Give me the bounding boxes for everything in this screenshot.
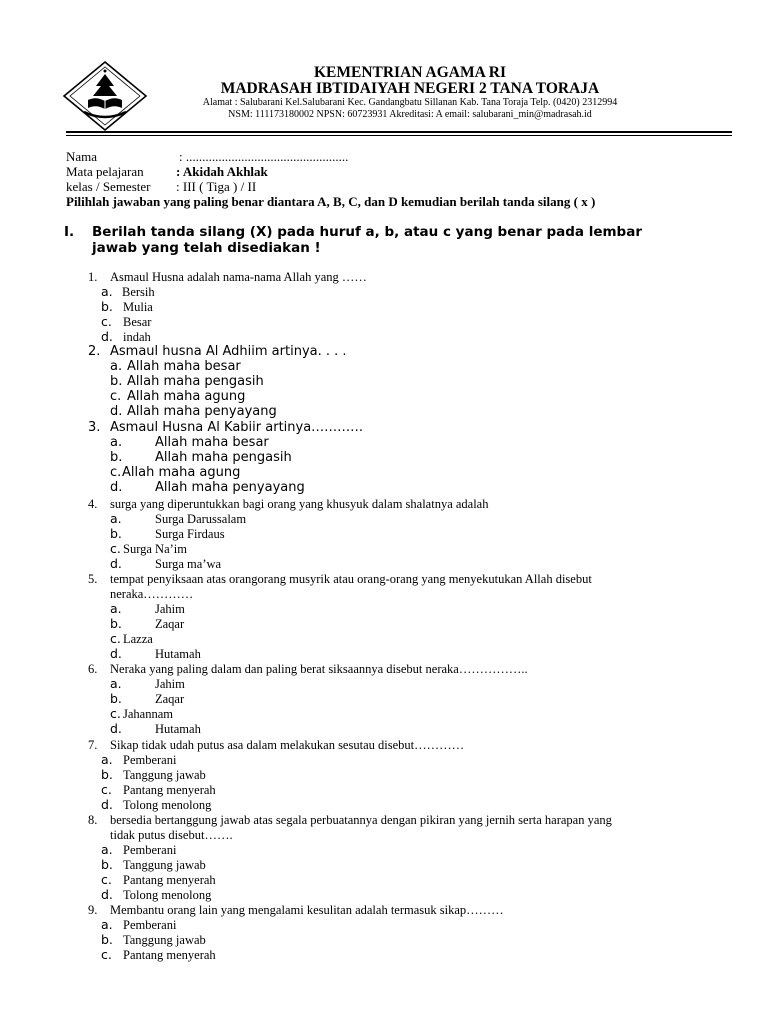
option-text: Jahannam (123, 707, 173, 721)
school-name: MADRASAH IBTIDAIYAH NEGERI 2 TANA TORAJA (220, 80, 600, 97)
option-text: Allah maha agung (127, 389, 246, 404)
option-label: a. (101, 752, 113, 767)
question-text-continued: neraka………… (110, 587, 194, 601)
option-text: Allah maha penyayang (127, 404, 277, 419)
ministry-title: KEMENTRIAN AGAMA RI (313, 64, 507, 81)
option-text: Zaqar (155, 617, 185, 631)
option-text: Surga ma’wa (155, 557, 222, 571)
school-address: Alamat : Salubarani Kel.Salubarani Kec. Gandangbatu Sillanan Kab. Tana Toraja Telp. (0420) 2312994 (202, 97, 618, 108)
option-label: c. (110, 541, 121, 556)
school-ids: NSM: 111173180002 NPSN: 60723931 Akreditasi: A email: salubarani_min@madrasah.id (228, 109, 592, 120)
mapel-value: : Akidah Akhlak (176, 164, 268, 179)
question-text: Sikap tidak udah putus asa dalam melakukan sesutau disebut………… (110, 738, 465, 752)
option-label: d. (110, 721, 122, 736)
option-text: Hutamah (155, 722, 201, 736)
option-text: Allah maha penyayang (155, 480, 305, 495)
option-label: c. (101, 872, 112, 887)
nama-field[interactable]: : .................................................. (179, 149, 349, 164)
option-text: Tolong menolong (123, 798, 212, 812)
option-text: Tolong menolong (123, 888, 212, 902)
option-label: c. (101, 947, 112, 962)
option-text: indah (123, 330, 151, 344)
option-text: Hutamah (155, 647, 201, 661)
section-numeral: I. (64, 224, 75, 240)
option-text: Allah maha pengasih (127, 374, 264, 389)
option-text: Allah maha besar (127, 359, 241, 374)
option-label: c. (110, 389, 122, 404)
option-text: Tanggung jawab (123, 768, 206, 782)
nama-label: Nama (66, 149, 98, 164)
option-label: c. (101, 782, 112, 797)
question-number: 2. (88, 344, 101, 359)
question-text: Asmaul Husna Al Kabiir artinya………… (110, 420, 364, 435)
option-text: Tanggung jawab (123, 858, 206, 872)
option-text: Allah maha pengasih (155, 450, 292, 465)
header-rule-thick (66, 131, 732, 133)
option-text: Surga Firdaus (155, 527, 225, 541)
option-label: b. (101, 932, 113, 947)
option-text: Jahim (155, 677, 185, 691)
header-rule-thin (66, 135, 732, 136)
option-text: Allah maha besar (155, 435, 269, 450)
section-heading-line1: Berilah tanda silang (X) pada huruf a, b, atau c yang benar pada lembar (92, 224, 642, 240)
option-label: d. (110, 404, 123, 419)
question-text: Membantu orang lain yang mengalami kesulitan adalah termasuk sikap……… (110, 903, 504, 917)
option-text: Besar (123, 315, 152, 329)
question-number: 8. (88, 813, 98, 827)
option-text: Zaqar (155, 692, 185, 706)
option-label: a. (110, 676, 122, 691)
option-label: d. (110, 646, 122, 661)
option-label: b. (101, 299, 113, 314)
question-text: tempat penyiksaan atas orangorang musyrik atau orang-orang yang menyekutukan Allah disebut (110, 572, 592, 586)
question-text: bersedia bertanggung jawab atas segala perbuatannya dengan pikiran yang jernih serta harapan yang (110, 813, 612, 827)
option-text: Pantang menyerah (123, 948, 216, 962)
option-label: b. (110, 450, 123, 465)
option-text: Mulia (123, 300, 153, 314)
option-label: b. (110, 691, 122, 706)
question-number: 4. (88, 497, 98, 511)
option-label: b. (110, 374, 123, 389)
option-label: a. (110, 359, 123, 374)
option-text: Pemberani (123, 753, 177, 767)
option-text: Jahim (155, 602, 185, 616)
question-number: 1. (88, 270, 98, 284)
kelas-value: : III ( Tiga ) / II (176, 179, 257, 194)
question-number: 5. (88, 572, 98, 586)
option-label: c. (110, 706, 121, 721)
question-number: 6. (88, 662, 98, 676)
option-label: b. (110, 616, 122, 631)
option-label: b. (110, 526, 122, 541)
question-text: Asmaul husna Al Adhiim artinya. . . . (110, 344, 347, 359)
option-text: Bersih (122, 285, 155, 299)
instruction: Pilihlah jawaban yang paling benar diantara A, B, C, dan D kemudian berilah tanda silang ( x ) (66, 194, 596, 209)
option-label: b. (101, 767, 113, 782)
option-label: a. (101, 842, 113, 857)
option-text: Pantang menyerah (123, 873, 216, 887)
kelas-label: kelas / Semester (66, 179, 151, 194)
madrasah-logo (62, 60, 148, 132)
question-text: surga yang diperuntukkan bagi orang yang khusyuk dalam shalatnya adalah (110, 497, 489, 511)
option-label: b. (101, 857, 113, 872)
mapel-label: Mata pelajaran (66, 164, 144, 179)
option-label: d. (110, 556, 122, 571)
option-text: Pemberani (123, 843, 177, 857)
option-label: d. (101, 887, 113, 902)
option-text: Pemberani (123, 918, 177, 932)
question-text: Asmaul Husna adalah nama-nama Allah yang …… (110, 270, 367, 284)
option-label: c. (110, 631, 121, 646)
question-text-continued: tidak putus disebut……. (110, 828, 233, 842)
question-number: 3. (88, 420, 101, 435)
section-heading-line2: jawab yang telah disediakan ! (92, 240, 321, 256)
option-label: a. (110, 511, 122, 526)
question-number: 7. (88, 738, 98, 752)
option-text: Allah maha agung (122, 465, 241, 480)
option-label: a. (101, 917, 113, 932)
option-text: Surga Darussalam (155, 512, 247, 526)
option-text: Pantang menyerah (123, 783, 216, 797)
option-label: c. (110, 465, 122, 480)
option-text: Lazza (123, 632, 153, 646)
option-label: d. (101, 329, 113, 344)
option-label: d. (101, 797, 113, 812)
option-text: Surga Na’im (123, 542, 187, 556)
question-number: 9. (88, 903, 98, 917)
question-text: Neraka yang paling dalam dan paling berat siksaannya disebut neraka…………….. (110, 662, 528, 676)
option-text: Tanggung jawab (123, 933, 206, 947)
option-label: a. (110, 601, 122, 616)
option-label: d. (110, 480, 123, 495)
option-label: c. (101, 314, 112, 329)
option-label: a. (101, 284, 113, 299)
option-label: a. (110, 435, 123, 450)
